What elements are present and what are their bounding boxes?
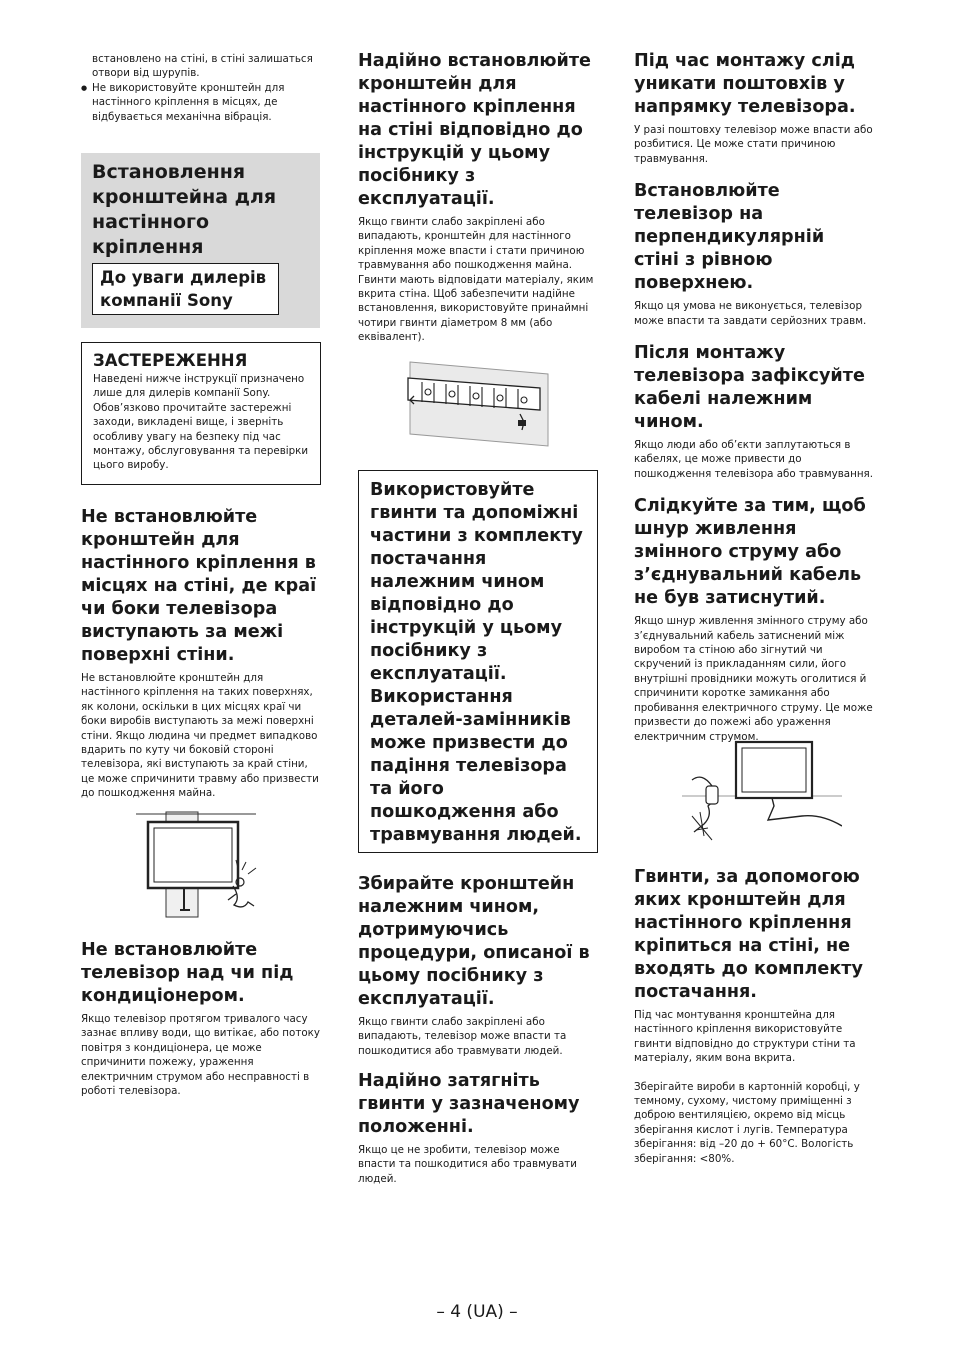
install-text: Якщо гвинти слабо закріплені або випадають, кронштейн для настінного кріплення може впасти і стати причиною травмування або пошкодження майна. Гвинти мають відповідати матеріалу, яким вкрита стіна. Щоб забезпечити надійне встановлення, використовуйте принаймні чотири гвинти діаметром 8 мм (або еквівалент).	[358, 216, 594, 344]
section-title: Встановлення кронштейна для настінного кріплення	[92, 161, 277, 258]
install-section	[358, 50, 598, 345]
cables-text: Якщо люди або об’єкти заплутаються в кабелях, це може привести до пошкодження телевізора або травмування.	[634, 439, 874, 480]
perpendicular-text: Якщо ця умова не виконується, телевізор може впасти та завдати серйозних травм.	[634, 300, 867, 327]
edges-section	[81, 506, 321, 801]
tighten-heading: Надійно затягніть гвинти у зазначеному положенні.	[358, 1071, 580, 1137]
assemble-heading: Збирайте кронштейн належним чином, дотримуючись процедури, описаної в цьому посібнику з експлуатації.	[358, 874, 590, 1009]
ac-text: Якщо телевізор протягом тривалого часу зазнає впливу води, що витікає, або потоку повітря з кондиціонера, це може спричинити пожежу, ураження електричним струмом або несправності в роботі телевізора.	[81, 1013, 320, 1098]
tighten-text: Якщо це не зробити, телевізор може впасти та пошкодитися або травмувати людей.	[358, 1144, 577, 1185]
dealers-note: До уваги дилерів компанії Sony	[100, 268, 267, 310]
parts-warning-text: Використовуйте гвинти та допоміжні частини з комплекту постачання належним чином відповідно до інструкцій у цьому посібнику з експлуатації. Використання деталей-замінників може призвести до падіння телевізора та його пошкодження або травмування людей.	[370, 480, 583, 845]
cord-text: Якщо шнур живлення змінного струму або з’єднувальний кабель затиснений між виробом та стіною або зігнутий чи скручений із прикладанням сили, його внутрішні провідники можуть оголитися й спричинити коротке замикання або пробивання електричного струму. Це може призвести до пожежі або ураження електричним струмом.	[634, 615, 873, 743]
top-bullet-list	[81, 52, 321, 124]
assemble-text: Якщо гвинти слабо закріплені або випадають, телевізор може впасти та пошкодитися або травмувати людей.	[358, 1016, 567, 1057]
wall-bracket-illustration	[404, 356, 550, 448]
assemble-section	[358, 873, 598, 1058]
cables-heading: Після монтажу телевізора зафіксуйте кабелі належним чином.	[634, 343, 865, 433]
install-heading: Надійно встановлюйте кронштейн для настінного кріплення на стіні відповідно до інструкцій у цьому посібнику з експлуатації.	[358, 51, 591, 209]
section-title-box	[81, 153, 320, 328]
tv-column-illustration	[136, 810, 266, 920]
perpendicular-heading: Встановлюйте телевізор на перпендикулярній стіні з рівною поверхнею.	[634, 181, 825, 294]
warning-box	[81, 342, 321, 485]
column-3-top	[634, 50, 874, 744]
shock-heading: Під час монтажу слід уникати поштовхів у напрямку телевізора.	[634, 51, 856, 117]
ac-section	[81, 939, 321, 1098]
screws-text: Під час монтування кронштейна для настінного кріплення використовуйте гвинти відповідно до структури стіни та матеріалу, яким вона вкрита.	[634, 1009, 856, 1065]
tighten-section	[358, 1070, 598, 1186]
column-1	[81, 52, 321, 124]
screws-heading: Гвинти, за допомогою яких кронштейн для настінного кріплення кріпиться на стіні, не входять до комплекту постачання.	[634, 867, 863, 1002]
storage-text: Зберігайте вироби в картонній коробці, у темному, сухому, чистому приміщенні з доброю вентиляцією, окремо від місць зберігання кислот і лугів. Температура зберігання: від –20 до + 60°C. Вологість зберігання: <80%.	[634, 1080, 860, 1165]
ac-heading: Не встановлюйте телевізор над чи під кондиціонером.	[81, 940, 294, 1006]
warning-text: Наведені нижче інструкції призначено лише для дилерів компанії Sony. Обов’язково прочитайте застережні заходи, викладені вище, і зверніть особливу увагу на безпеку під час монтажу, обслуговування та перевірки цього виробу.	[93, 373, 309, 472]
warning-title: ЗАСТЕРЕЖЕННЯ	[93, 351, 248, 370]
edges-heading: Не встановлюйте кронштейн для настінного кріплення в місцях на стіні, де краї чи боки телевізора виступають за межі поверхні стіни.	[81, 507, 317, 665]
parts-warning-box	[358, 470, 598, 853]
cord-heading: Слідкуйте за тим, щоб шнур живлення змінного струму або з’єднувальний кабель не був затиснутий.	[634, 496, 866, 609]
page-number: – 4 (UA) –	[436, 1302, 518, 1322]
list-item: ● Не використовуйте кронштейн для настінного кріплення в місцях, де відбувається механічна вібрація.	[81, 81, 321, 124]
list-item: встановлено на стіні, в стіні залишаться отвори від шурупів.	[92, 53, 313, 80]
shock-text: У разі поштовху телевізор може впасти або розбитися. Це може стати причиною травмування.	[634, 124, 873, 165]
pinched-cable-illustration	[682, 736, 842, 848]
dealers-note-box	[92, 263, 279, 315]
edges-text: Не встановлюйте кронштейн для настінного кріплення на таких поверхнях, як колони, оскільки в цих місцях краї чи боки виробів виступають за межі поверхні стіни. Якщо людина чи предмет випадково вдарить по куту чи боковій стороні телевізора, які виступають за край стіни, це може спричинити травму або призвести до пошкодження майна.	[81, 672, 319, 800]
screws-section	[634, 866, 874, 1166]
